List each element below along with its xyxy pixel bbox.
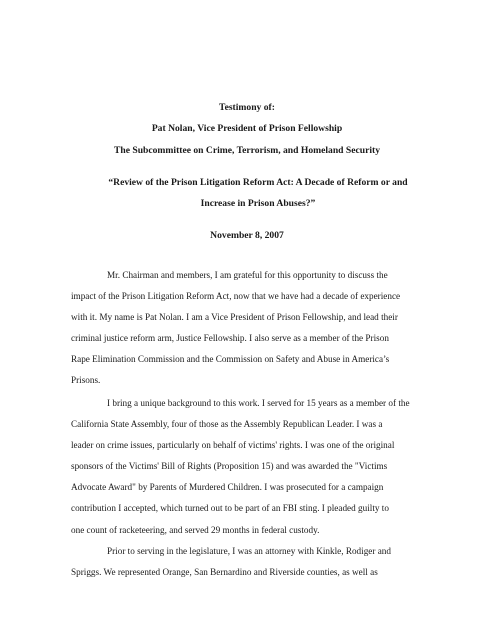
- paragraph-line: Advocate Award" by Parents of Murdered Children. I was prosecuted for a campaign: [71, 482, 384, 493]
- paragraph-line: leader on crime issues, particularly on behalf of victims' rights. I was one of the original: [71, 440, 395, 451]
- paragraph-line: impact of the Prison Litigation Reform Act, now that we have had a decade of experience: [71, 291, 401, 302]
- paragraph-line: one count of racketeering, and served 29 months in federal custody.: [71, 524, 320, 535]
- paragraph-2: [71, 393, 431, 541]
- date-heading: November 8, 2007: [210, 230, 284, 241]
- paragraph-1: [71, 265, 431, 392]
- paragraph-line: Prisons.: [71, 375, 101, 386]
- paragraph-line: Spriggs. We represented Orange, San Bernardino and Riverside counties, as well as: [71, 567, 378, 578]
- paragraph-line: Mr. Chairman and members, I am grateful for this opportunity to discuss the: [107, 270, 388, 280]
- paragraph-line: California State Assembly, four of those as the Assembly Republican Leader. I was a: [71, 419, 383, 430]
- subcommittee-heading: The Subcommittee on Crime, Terrorism, and Homeland Security: [113, 145, 381, 156]
- paragraph-3: [71, 541, 431, 583]
- paragraph-line: with it. My name is Pat Nolan. I am a Vice President of Prison Fellowship, and lead their: [71, 312, 398, 323]
- paragraph-line: contribution I accepted, which turned out to be part of an FBI sting. I pleaded guilty to: [71, 503, 389, 514]
- paragraph-line: Prior to serving in the legislature, I was an attorney with Kinkle, Rodiger and: [107, 546, 391, 556]
- paragraph-line: Rape Elimination Commission and the Commission on Safety and Abuse in America’s: [71, 354, 390, 365]
- witness-heading: Pat Nolan, Vice President of Prison Fellowship: [151, 123, 343, 134]
- paragraph-line: criminal justice reform arm, Justice Fellowship. I also serve as a member of the Prison: [71, 333, 389, 344]
- hearing-title-heading: “Review of the Prison Litigation Reform Act: A Decade of Reform or and Increase in Prison Abuses?”: [108, 177, 408, 209]
- paragraph-line: I bring a unique background to this work. I served for 15 years as a member of the: [107, 398, 410, 408]
- paragraph-line: sponsors of the Victims' Bill of Rights (Proposition 15) and was awarded the "Victims: [71, 461, 388, 472]
- testimony-heading: Testimony of:: [219, 102, 275, 113]
